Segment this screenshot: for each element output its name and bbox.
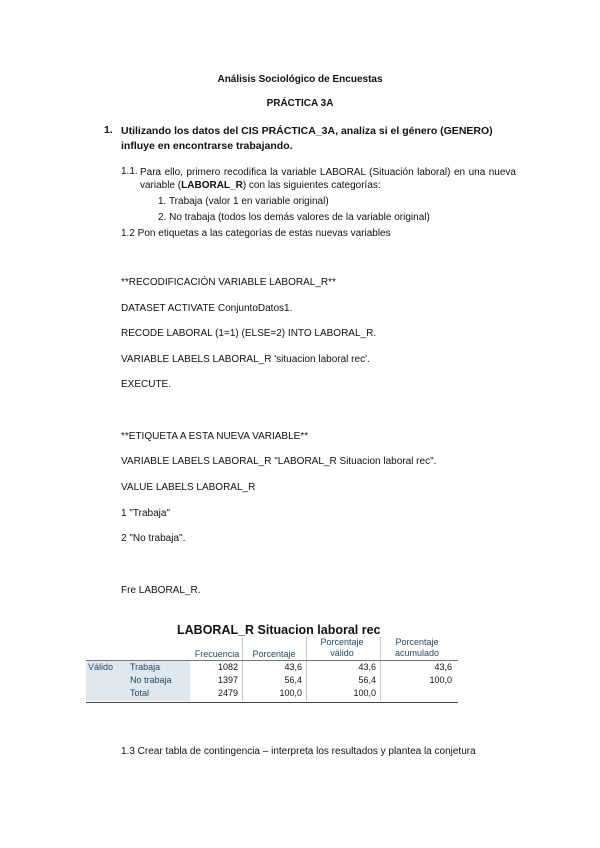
col-divider (306, 637, 307, 701)
cell-acumulado (384, 688, 452, 699)
col-header-frecuencia: Frecuencia (194, 649, 240, 659)
freq-table (86, 637, 458, 703)
question-number: 1. (104, 124, 113, 136)
row-label: Trabaja (130, 662, 161, 672)
col-header-porcentaje: Porcentaje (252, 649, 296, 659)
item-1-1-text-after: ) con las siguientes categorías: (242, 180, 381, 191)
cell-porcentaje: 100,0 (279, 688, 302, 698)
code-line: Fre LABORAL_R. (121, 585, 201, 596)
practice-title: PRÁCTICA 3A (266, 98, 334, 109)
cell-frecuencia: 2479 (217, 688, 238, 698)
category-item-1: 1. Trabaja (valor 1 en variable original) (158, 196, 329, 207)
code-line: 1 "Trabaja" (121, 508, 170, 519)
item-1-3-text: 1.3 Crear tabla de contingencia – interpreta los resultados y plantea la conjetura (121, 746, 476, 757)
cell-porcentaje: 56,4 (284, 675, 302, 685)
item-1-1-var: LABORAL_R (181, 180, 243, 191)
item-1-1-text-before: Para ello, primero recodifica la variable LABORAL (Situación laboral) en una nueva variable ( (140, 167, 516, 191)
code-line: VALUE LABELS LABORAL_R (121, 482, 256, 493)
code-line: **RECODIFICACIÓN VARIABLE LABORAL_R** (121, 277, 336, 288)
header-rule (86, 660, 458, 661)
cell-acumulado: 100,0 (429, 675, 452, 685)
bottom-rule (86, 702, 458, 703)
cell-frecuencia: 1082 (217, 662, 238, 672)
code-line: RECODE LABORAL (1=1) (ELSE=2) INTO LABORAL_R. (121, 328, 377, 339)
question-text: Utilizando los datos del CIS PRÁCTICA_3A, analiza si el género (GENERO) influye en encontrarse trabajando. (121, 125, 493, 152)
item-1-2-text: 1.2 Pon etiquetas a las categorías de estas nuevas variables (121, 228, 391, 239)
group-label: Válido (88, 662, 114, 672)
cell-acumulado: 43,6 (434, 662, 452, 672)
cell-frecuencia: 1397 (217, 675, 238, 685)
cell-valido: 43,6 (358, 662, 376, 672)
code-line: EXECUTE. (121, 379, 172, 390)
col-divider (242, 637, 243, 701)
freq-table-title: LABORAL_R Situacion laboral rec (177, 623, 381, 637)
code-line: 2 "No trabaja". (121, 533, 186, 544)
code-line: **ETIQUETA A ESTA NUEVA VARIABLE** (121, 431, 309, 442)
col-header-acumulado: Porcentaje acumulado (394, 637, 440, 658)
item-1-1-number: 1.1. (121, 166, 138, 177)
cell-valido: 100,0 (353, 688, 376, 698)
code-line: VARIABLE LABELS LABORAL_R 'situacion laboral rec'. (121, 354, 370, 365)
row-label: Total (130, 688, 150, 698)
col-header-valido: Porcentaje válido (320, 637, 364, 658)
cell-porcentaje: 43,6 (284, 662, 302, 672)
cell-valido: 56,4 (358, 675, 376, 685)
item-1-1-text (140, 166, 516, 192)
course-title: Análisis Sociológico de Encuestas (217, 74, 383, 85)
col-divider (380, 637, 381, 701)
code-line: VARIABLE LABELS LABORAL_R "LABORAL_R Situacion laboral rec". (121, 456, 437, 467)
row-label: No trabaja (130, 675, 172, 685)
code-line: DATASET ACTIVATE ConjuntoDatos1. (121, 303, 293, 314)
category-item-2: 2. No trabaja (todos los demás valores de la variable original) (158, 212, 430, 223)
